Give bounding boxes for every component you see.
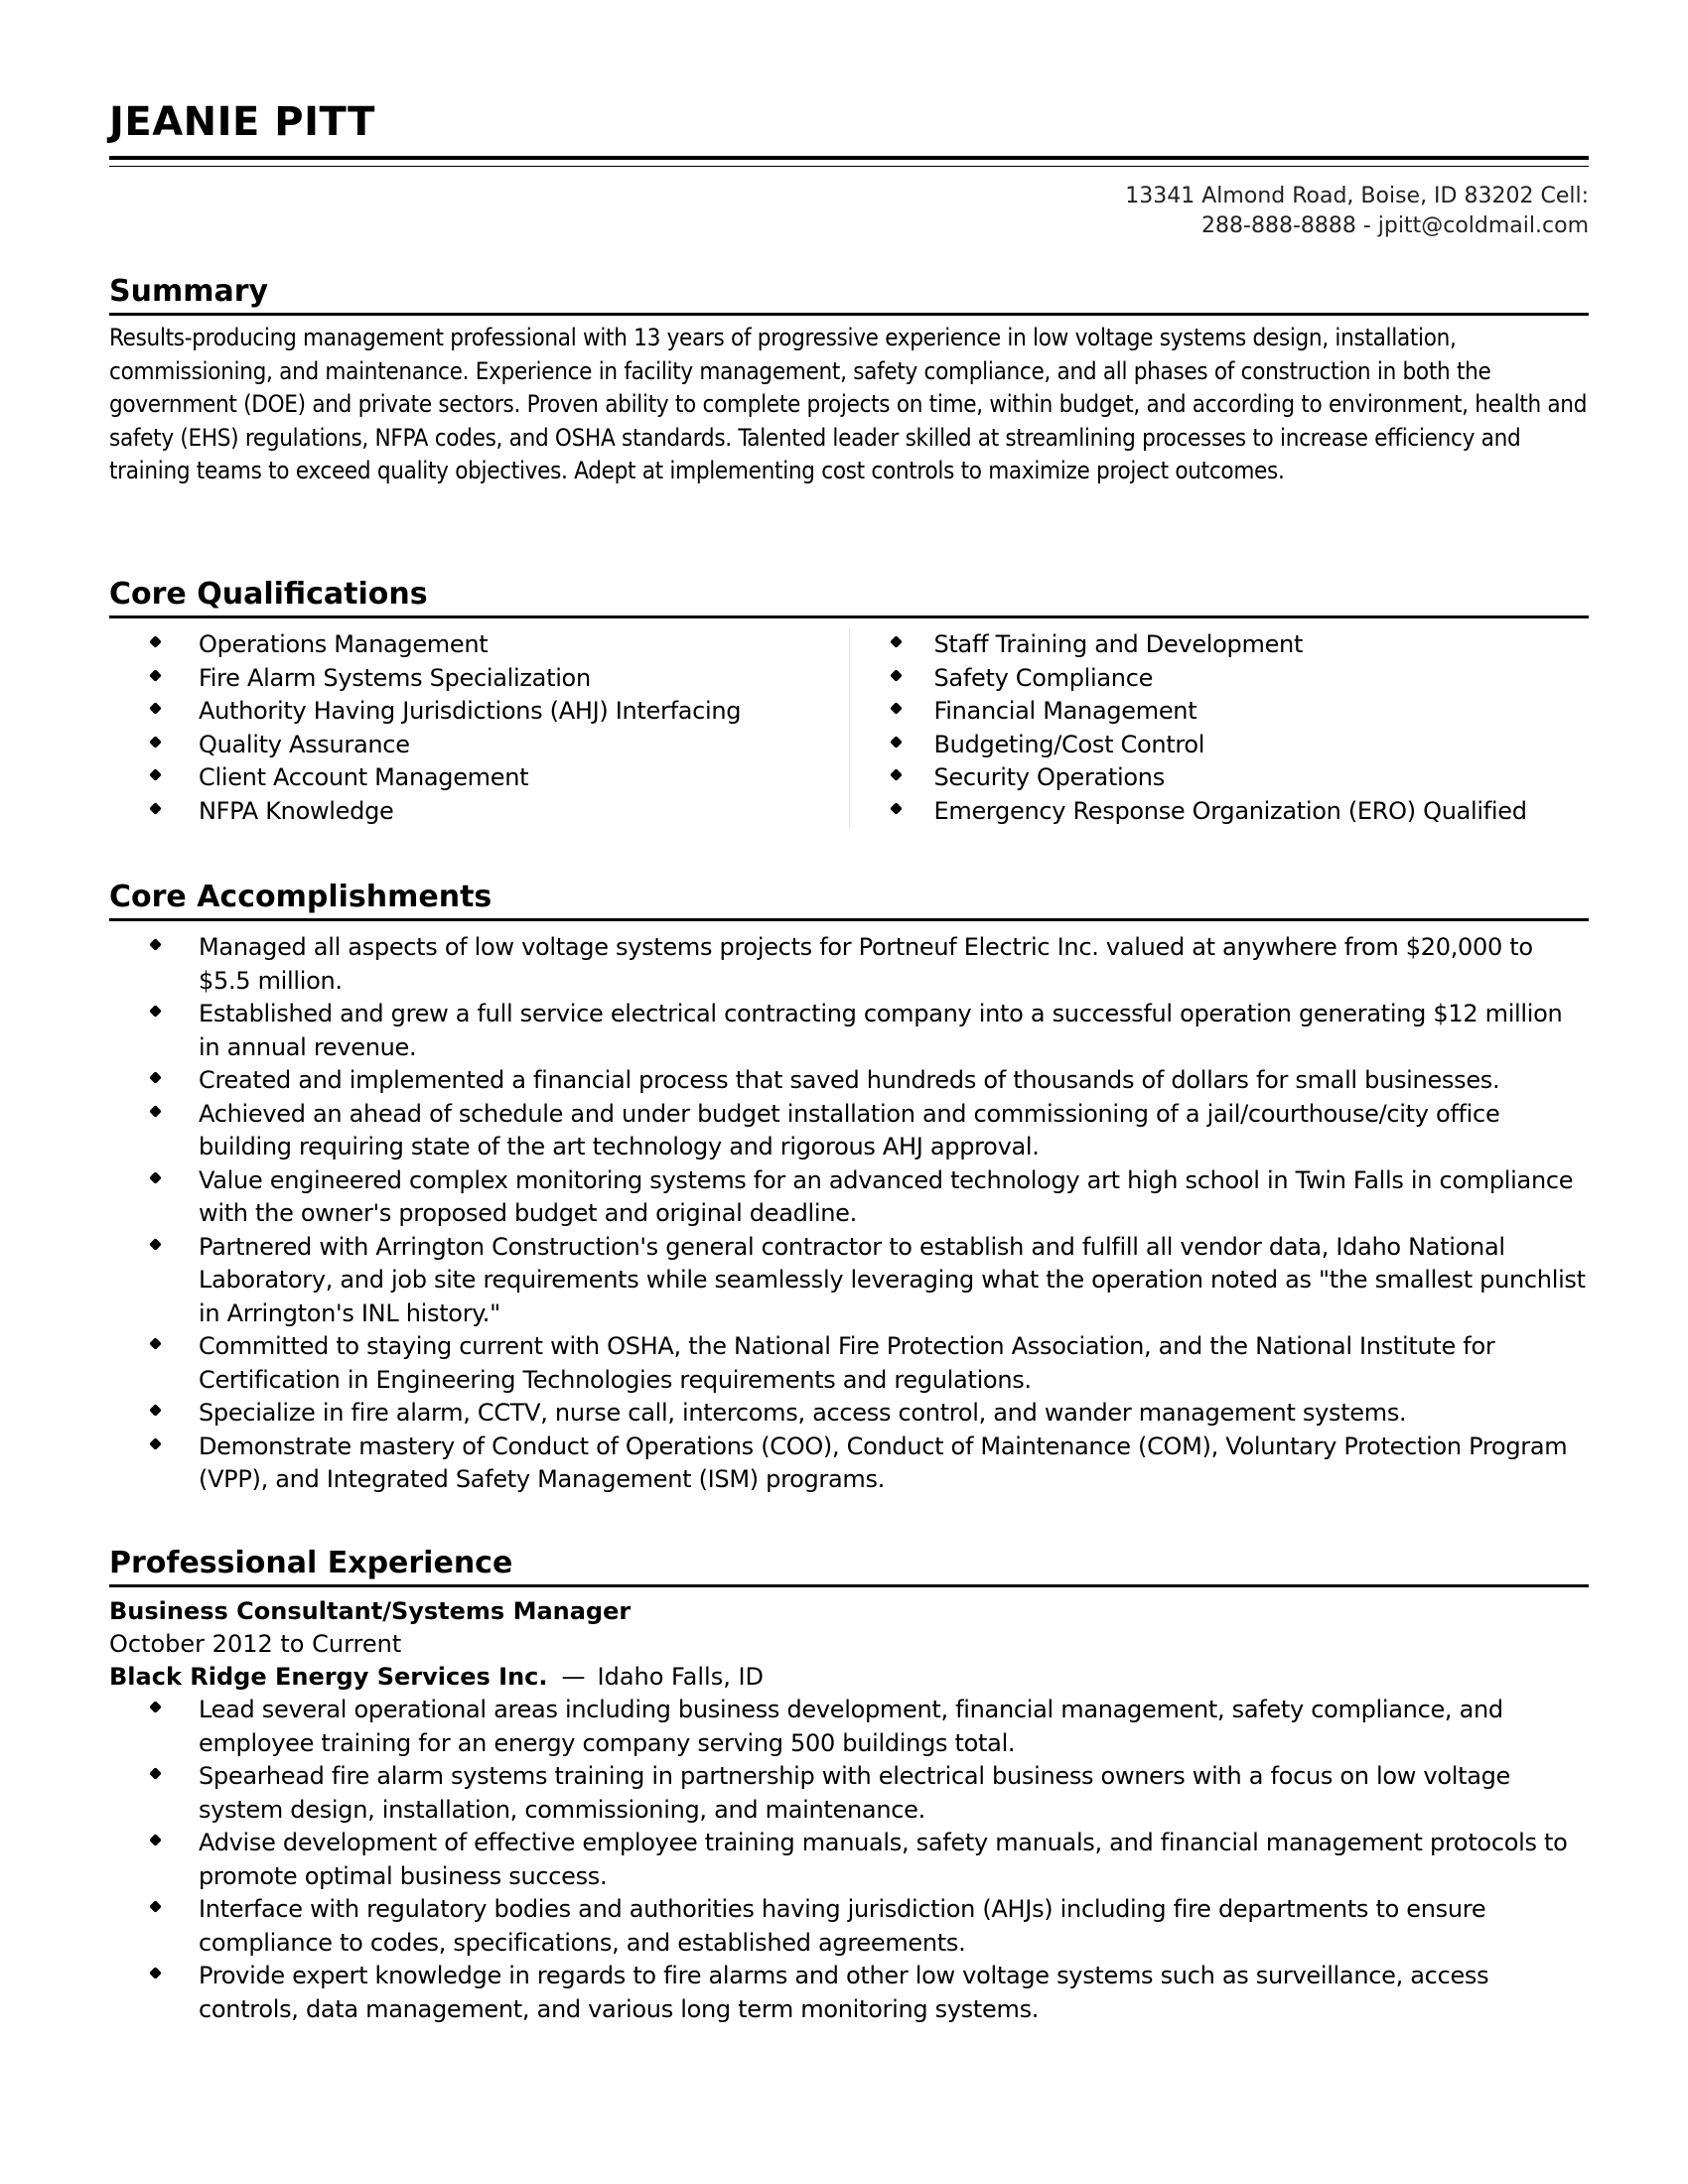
qualification-item bbox=[850, 795, 1590, 829]
bullet-icon bbox=[149, 1337, 162, 1350]
bullet-icon bbox=[890, 768, 903, 781]
summary-text: Results-producing management professional with 13 years of progressive experience in low voltage systems design, installation, commissioning, and maintenance. Experience in facility management, safety compliance, and all phases of construction in both the government (DOE) and private sectors. Proven ability to complete projects on time, within budget, and according to environment, health and safety (EHS) regulations, NFPA codes, and OSHA standards. Talented leader skilled at streamlining processes to increase efficiency and training teams to exceed quality objectives. Adept at implementing cost controls to maximize project outcomes. bbox=[109, 324, 1588, 484]
contact-info bbox=[1125, 182, 1589, 241]
experience-heading: Professional Experience bbox=[109, 1547, 1589, 1587]
qualification-item bbox=[109, 761, 849, 795]
summary-section bbox=[109, 275, 1589, 488]
job-company: Black Ridge Energy Services Inc. bbox=[109, 1663, 548, 1691]
accomplishments-heading: Core Accomplishments bbox=[109, 881, 1589, 921]
accomplishment-item-text: Specialize in fire alarm, CCTV, nurse call, intercoms, access control, and wander management systems. bbox=[199, 1399, 1407, 1427]
accomplishment-item-text: Value engineered complex monitoring systems for an advanced technology art high school in Twin Falls in compliance with the owner's proposed budget and original deadline. bbox=[199, 1165, 1574, 1227]
job-title: Business Consultant/Systems Manager bbox=[109, 1597, 632, 1625]
job-entry bbox=[109, 1595, 1589, 2026]
bullet-icon bbox=[149, 1171, 162, 1184]
job-duty-item bbox=[109, 1694, 1589, 1760]
accomplishment-item bbox=[109, 1330, 1589, 1397]
job-duty-item-text: Lead several operational areas including business development, financial management, safety compliance, and employee training for an energy company serving 500 buildings total. bbox=[199, 1696, 1503, 1757]
bullet-icon bbox=[149, 1404, 162, 1417]
qualification-item bbox=[109, 729, 849, 762]
accomplishment-item bbox=[109, 1431, 1589, 1497]
job-duty-item-text: Interface with regulatory bodies and authorities having jurisdiction (AHJs) including fire departments to ensure compliance to codes, specifications, and established agreements. bbox=[199, 1895, 1486, 1957]
bullet-icon bbox=[149, 1437, 162, 1450]
bullet-icon bbox=[149, 702, 162, 715]
bullet-icon bbox=[890, 802, 903, 815]
qualification-item-text: Budgeting/Cost Control bbox=[933, 730, 1205, 758]
bullet-icon bbox=[149, 802, 162, 815]
bullet-icon bbox=[149, 1967, 162, 1979]
qualification-item-text: Fire Alarm Systems Specialization bbox=[199, 663, 591, 692]
bullet-icon bbox=[149, 1238, 162, 1251]
bullet-icon bbox=[890, 669, 903, 682]
job-dates: October 2012 to Current bbox=[109, 1630, 402, 1658]
accomplishment-item-text: Managed all aspects of low voltage systems projects for Portneuf Electric Inc. valued at anywhere from $20,000 to $5.5 million. bbox=[199, 933, 1533, 995]
qualification-item bbox=[109, 795, 849, 829]
summary-heading: Summary bbox=[109, 275, 1589, 316]
candidate-name: JEANIE PITT bbox=[109, 99, 375, 145]
bullet-icon bbox=[149, 1767, 162, 1780]
bullet-icon bbox=[149, 1005, 162, 1018]
accomplishments-section bbox=[109, 881, 1589, 1497]
qualification-item bbox=[109, 695, 849, 729]
bullet-icon bbox=[149, 736, 162, 749]
qualification-item-text: NFPA Knowledge bbox=[199, 796, 394, 825]
contact-address-line: 13341 Almond Road, Boise, ID 83202 Cell: bbox=[1125, 184, 1589, 208]
qualifications-left-list bbox=[109, 628, 849, 828]
job-duty-item bbox=[109, 1827, 1589, 1893]
accomplishments-list bbox=[109, 931, 1589, 1497]
accomplishment-item bbox=[109, 1098, 1589, 1164]
accomplishment-item-text: Created and implemented a financial process that saved hundreds of thousands of dollars for small businesses. bbox=[199, 1066, 1500, 1094]
bullet-icon bbox=[149, 1105, 162, 1118]
accomplishment-item-text: Partnered with Arrington Construction's general contractor to establish and fulfill all vendor data, Idaho National Laboratory, and job site requirements while seamlessly leveraging what the operation noted as "the smallest punchlist in Arrington's INL history." bbox=[199, 1232, 1586, 1327]
bullet-icon bbox=[890, 702, 903, 715]
bullet-icon bbox=[149, 768, 162, 781]
bullet-icon bbox=[890, 635, 903, 648]
job-duty-item-text: Provide expert knowledge in regards to fire alarms and other low voltage systems such as surveillance, access controls, data management, and various long term monitoring systems. bbox=[199, 1962, 1489, 2023]
qualification-item bbox=[850, 761, 1590, 795]
accomplishment-item-text: Established and grew a full service electrical contracting company into a successful operation generating $12 million in annual revenue. bbox=[199, 1000, 1563, 1061]
qualification-item-text: Staff Training and Development bbox=[933, 630, 1304, 658]
qualifications-columns bbox=[109, 628, 1589, 828]
qualification-item-text: Emergency Response Organization (ERO) Qualified bbox=[933, 796, 1527, 825]
qualifications-section bbox=[109, 578, 1589, 828]
qualifications-right-list bbox=[850, 628, 1590, 828]
qualifications-right-column bbox=[850, 628, 1590, 828]
job-company-line bbox=[109, 1661, 1589, 1694]
header-rule-thick bbox=[109, 156, 1589, 160]
job-duty-item-text: Spearhead fire alarm systems training in partnership with electrical business owners with a focus on low voltage system design, installation, commissioning, and maintenance. bbox=[199, 1762, 1511, 1824]
bullet-icon bbox=[149, 1071, 162, 1084]
qualification-item-text: Financial Management bbox=[933, 697, 1197, 725]
qualifications-heading: Core Qualifications bbox=[109, 578, 1589, 618]
accomplishment-item bbox=[109, 1164, 1589, 1231]
bullet-icon bbox=[149, 635, 162, 648]
qualification-item bbox=[109, 662, 849, 696]
job-duty-item bbox=[109, 1960, 1589, 2026]
job-duty-item-text: Advise development of effective employee training manuals, safety manuals, and financial management protocols to promote optimal business success. bbox=[199, 1829, 1568, 1890]
qualification-item bbox=[850, 729, 1590, 762]
qualification-item bbox=[850, 695, 1590, 729]
qualifications-left-column bbox=[109, 628, 850, 828]
accomplishment-item bbox=[109, 931, 1589, 998]
job-duty-item bbox=[109, 1893, 1589, 1960]
accomplishment-item-text: Achieved an ahead of schedule and under budget installation and commissioning of a jail/courthouse/city office building requiring state of the art technology and rigorous AHJ approval. bbox=[199, 1099, 1500, 1160]
bullet-icon bbox=[149, 1834, 162, 1846]
qualification-item-text: Authority Having Jurisdictions (AHJ) Interfacing bbox=[199, 697, 742, 725]
qualification-item bbox=[850, 662, 1590, 696]
qualification-item bbox=[850, 628, 1590, 662]
job-duty-item bbox=[109, 1760, 1589, 1827]
accomplishment-item-text: Committed to staying current with OSHA, the National Fire Protection Association, and the National Institute for Certification in Engineering Technologies requirements and regulations. bbox=[199, 1332, 1495, 1394]
job-separator: — bbox=[561, 1663, 586, 1691]
bullet-icon bbox=[149, 938, 162, 951]
bullet-icon bbox=[149, 1900, 162, 1913]
contact-phone-email-line: 288-888-8888 - jpitt@coldmail.com bbox=[1201, 213, 1589, 238]
job-duties-list bbox=[109, 1694, 1589, 2026]
qualification-item bbox=[109, 628, 849, 662]
job-location: Idaho Falls, ID bbox=[597, 1663, 765, 1691]
qualification-item-text: Quality Assurance bbox=[199, 730, 410, 758]
experience-section bbox=[109, 1547, 1589, 2026]
accomplishment-item bbox=[109, 1397, 1589, 1431]
accomplishment-item bbox=[109, 998, 1589, 1064]
qualification-item-text: Operations Management bbox=[199, 630, 489, 658]
qualification-item-text: Safety Compliance bbox=[933, 663, 1154, 692]
qualification-item-text: Security Operations bbox=[933, 763, 1165, 791]
bullet-icon bbox=[890, 736, 903, 749]
accomplishment-item bbox=[109, 1064, 1589, 1098]
bullet-icon bbox=[149, 1701, 162, 1713]
header-rule-thin bbox=[109, 166, 1589, 167]
accomplishment-item bbox=[109, 1231, 1589, 1331]
accomplishment-item-text: Demonstrate mastery of Conduct of Operations (COO), Conduct of Maintenance (COM), Voluntary Protection Program (VPP), and Integrated Safety Management (ISM) programs. bbox=[199, 1432, 1568, 1493]
bullet-icon bbox=[149, 669, 162, 682]
qualification-item-text: Client Account Management bbox=[199, 763, 529, 791]
